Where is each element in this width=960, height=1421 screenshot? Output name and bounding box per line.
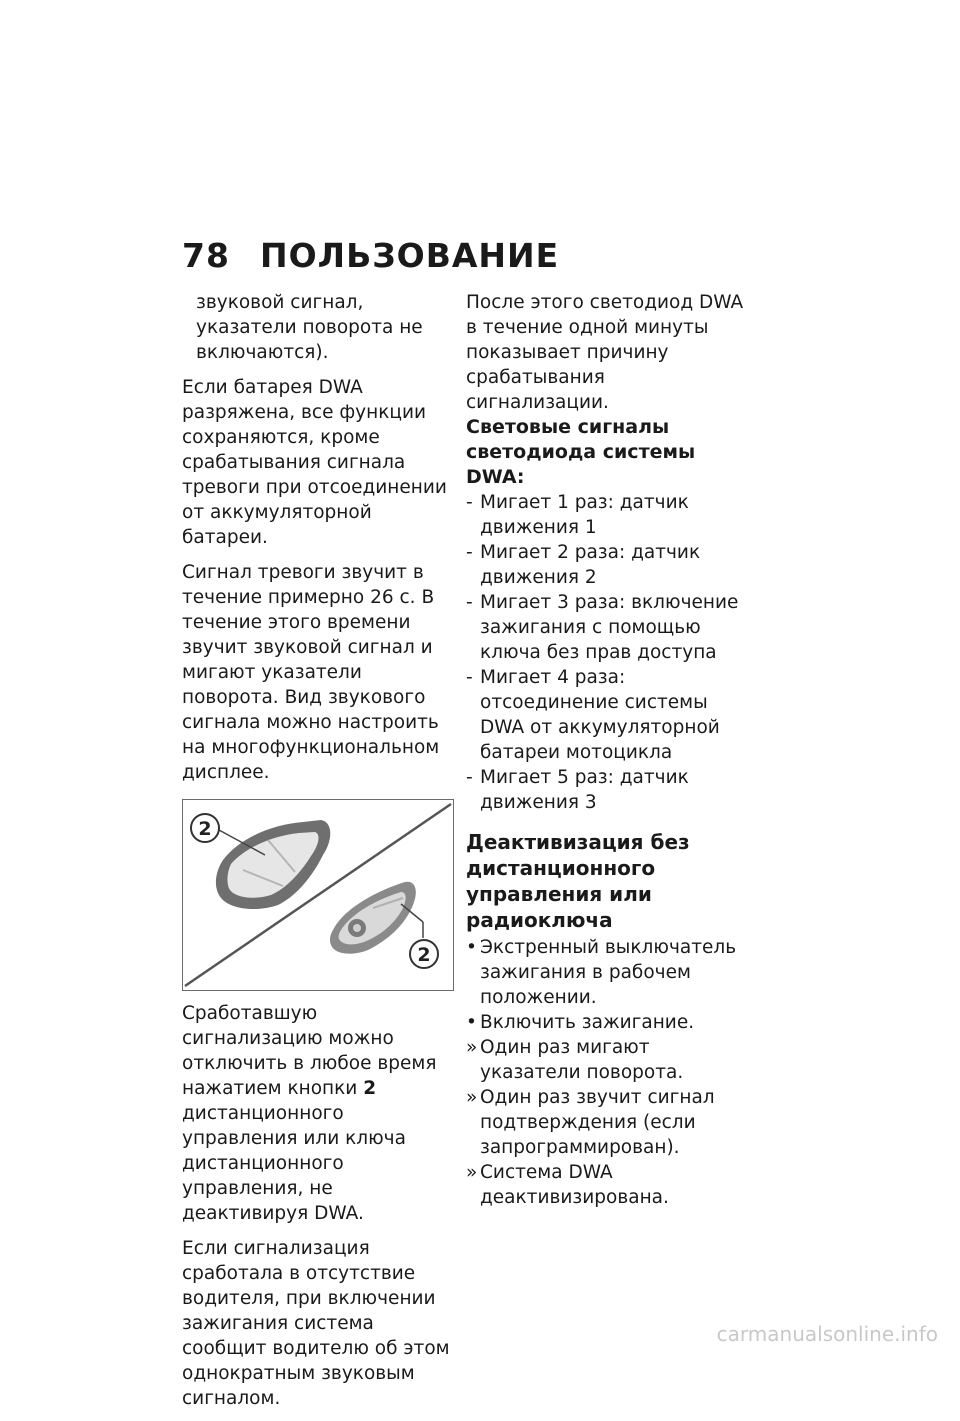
list-item: - Мигает 1 раз: датчик движения 1 — [466, 492, 689, 538]
list-item: - Мигает 4 раза: отсоединение системы DWA от аккумуляторной батареи мотоцикла — [466, 667, 720, 763]
page-number: 78 — [182, 236, 230, 275]
remote-control-icon — [216, 820, 330, 909]
list-item: » Система DWA деактивизирована. — [466, 1162, 669, 1208]
action-list — [466, 935, 746, 1210]
heading-deactivation: Деактивизация без дистанционного управления или радиоключа — [466, 830, 690, 932]
list-item: - Мигает 5 раз: датчик движения 3 — [466, 767, 689, 813]
list-item: » Один раз звучит сигнал подтверждения (если запрограммирован). — [466, 1087, 715, 1158]
remote-key-illustration — [182, 799, 454, 991]
key-fob-drawing — [183, 800, 453, 990]
list-item: - Мигает 3 раза: включение зажигания с помощью ключа без прав доступа — [466, 592, 739, 663]
heading-led-signals: Световые сигналы светодиода системы DWA: — [466, 416, 696, 488]
list-item: - Мигает 2 раза: датчик движения 2 — [466, 542, 701, 588]
list-item: • Экстренный выключатель зажигания в рабочем положении. — [466, 937, 737, 1008]
paragraph-alarm-duration: Сигнал тревоги звучит в течение примерно 26 с. В течение этого времени звучит звуковой сигнал и мигают указатели поворота. Вид звукового сигнала можно настроить на многофункциональном дисплее. — [182, 562, 440, 783]
right-column — [466, 290, 746, 1210]
button-reference: 2 — [363, 1078, 377, 1099]
paragraph-absent-driver: Если сигнализация сработала в отсутствие водителя, при включении зажигания система сообщит водителю об этом однократным звуковым сигналом. — [182, 1238, 450, 1409]
callout-label-bottom: 2 — [417, 944, 431, 966]
paragraph-continuation: звуковой сигнал, указатели поворота не включаются). — [196, 292, 423, 363]
watermark: carmanualsonline.info — [716, 1322, 938, 1346]
paragraph-disable-alarm: Сработавшую сигнализацию можно отключить в любое время нажатием кнопки 2 дистанционного управления или ключа дистанционного управления, не деактивируя DWA. — [182, 1003, 437, 1224]
callout-label-top: 2 — [198, 818, 212, 840]
page-title: ПОЛЬЗОВАНИЕ — [260, 236, 560, 275]
led-signal-list — [466, 490, 746, 815]
left-column — [182, 290, 454, 1421]
radio-key-icon — [330, 882, 416, 954]
paragraph-battery: Если батарея DWA разряжена, все функции сохраняются, кроме срабатывания сигнала тревоги при отсоединении от аккумуляторной батареи. — [182, 377, 447, 548]
page-header — [182, 236, 559, 275]
paragraph-led-cause: После этого светодиод DWA в течение одной минуты показывает причину срабатывания сигнализации. — [466, 292, 744, 413]
list-item: » Один раз мигают указатели поворота. — [466, 1037, 684, 1083]
list-item: • Включить зажигание. — [466, 1012, 695, 1033]
